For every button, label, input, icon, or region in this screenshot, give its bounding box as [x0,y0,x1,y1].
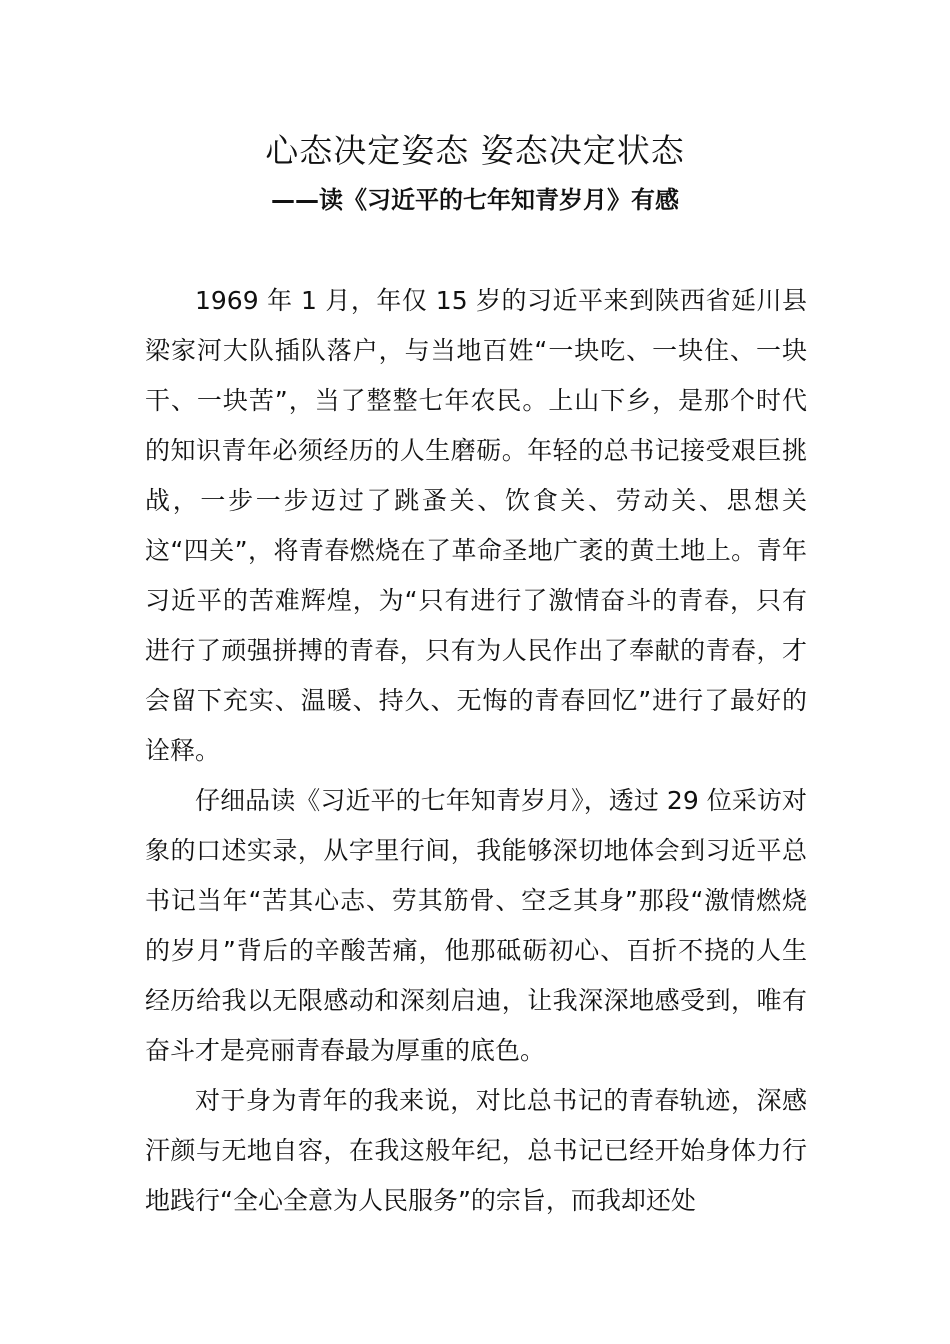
paragraph-3: 对于身为青年的我来说，对比总书记的青春轨迹，深感汗颜与无地自容，在我这般年纪，总书记已经开始身体力行地践行“全心全意为人民服务”的宗旨，而我却还处 [145,1086,807,1215]
paragraph-2: 仔细品读《习近平的七年知青岁月》，透过 29 位采访对象的口述实录，从字里行间，我能够深切地体会到习近平总书记当年“苦其心志、劳其筋骨、空乏其身”那段“激情燃烧的岁月”背后的辛酸苦痛，他那砥砺初心、百折不挠的人生经历给我以无限感动和深刻启迪，让我深深地感受到，唯有奋斗才是亮丽青春最为厚重的底色。 [145,786,807,1065]
page-subtitle: ——读《习近平的七年知青岁月》有感 [271,186,679,214]
page-title: 心态决定姿态 姿态决定状态 [265,131,685,170]
article-body [145,276,807,1226]
paragraph-1: 1969 年 1 月，年仅 15 岁的习近平来到陕西省延川县梁家河大队插队落户，与当地百姓“一块吃、一块住、一块干、一块苦”，当了整整七年农民。上山下乡，是那个时代的知识青年必须经历的人生磨砺。年轻的总书记接受艰巨挑战，一步一步迈过了跳蚤关、饮食关、劳动关、思想关这“四关”，将青春燃烧在了革命圣地广袤的黄土地上。青年习近平的苦难辉煌，为“只有进行了激情奋斗的青春，只有进行了顽强拼搏的青春，只有为人民作出了奉献的青春，才会留下充实、温暖、持久、无悔的青春回忆”进行了最好的诠释。 [145,286,807,765]
